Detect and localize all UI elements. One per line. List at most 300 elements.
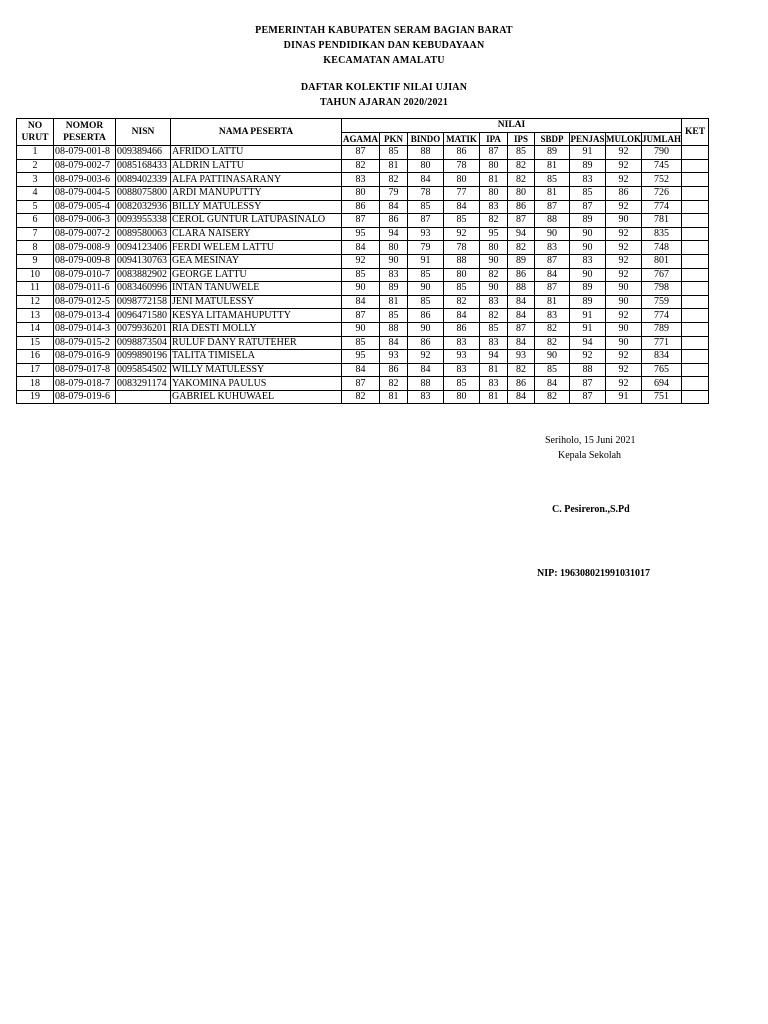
cell-score: 90 <box>570 227 606 241</box>
cell-score: 82 <box>380 173 408 187</box>
cell-score: 90 <box>408 282 444 296</box>
cell-score: 80 <box>480 159 508 173</box>
table-row <box>17 309 709 323</box>
cell-score: 87 <box>408 214 444 228</box>
cell-score: 726 <box>642 186 682 200</box>
cell-score: 84 <box>508 295 535 309</box>
cell-score: 90 <box>342 282 380 296</box>
cell-score: 91 <box>570 309 606 323</box>
cell-score: 89 <box>570 159 606 173</box>
cell-score: 89 <box>380 282 408 296</box>
cell-score: 84 <box>408 363 444 377</box>
cell-score: 774 <box>642 200 682 214</box>
table-row <box>17 159 709 173</box>
cell-score: 85 <box>408 268 444 282</box>
cell-score: 87 <box>480 146 508 160</box>
header-subject: IPA <box>480 132 508 146</box>
table-row <box>17 254 709 268</box>
header-subject: AGAMA <box>343 133 378 144</box>
cell-no: 12 <box>17 295 54 309</box>
table-row <box>17 186 709 200</box>
cell-score: 87 <box>570 200 606 214</box>
cell-score: 90 <box>606 322 642 336</box>
cell-nomor-peserta: 08-079-019-6 <box>54 390 116 404</box>
cell-score: 93 <box>408 227 444 241</box>
cell-score: 90 <box>606 214 642 228</box>
cell-score: 87 <box>342 377 380 391</box>
cell-score: 798 <box>642 282 682 296</box>
cell-nama: TALITA TIMISELA <box>171 350 342 364</box>
cell-ket <box>682 309 709 323</box>
cell-score: 92 <box>570 350 606 364</box>
cell-nama: RIA DESTI MOLLY <box>171 322 342 336</box>
cell-score: 83 <box>570 254 606 268</box>
cell-score: 91 <box>606 390 642 404</box>
cell-nisn: 0093955338 <box>116 214 171 228</box>
cell-score: 83 <box>380 268 408 282</box>
cell-ket <box>682 200 709 214</box>
cell-nama: ALDRIN LATTU <box>171 159 342 173</box>
cell-score: 748 <box>642 241 682 255</box>
cell-nama: CLARA NAISERY <box>171 227 342 241</box>
document-title <box>0 80 768 110</box>
cell-score: 83 <box>480 200 508 214</box>
cell-score: 84 <box>535 377 570 391</box>
cell-score: 87 <box>570 390 606 404</box>
cell-nomor-peserta: 08-079-001-8 <box>54 146 116 160</box>
cell-score: 92 <box>606 146 642 160</box>
cell-nama: FERDI WELEM LATTU <box>171 241 342 255</box>
table-row <box>17 214 709 228</box>
header-no-urut: NO URUT <box>17 119 54 146</box>
cell-ket <box>682 241 709 255</box>
cell-score: 81 <box>535 186 570 200</box>
cell-score: 85 <box>508 146 535 160</box>
cell-score: 771 <box>642 336 682 350</box>
cell-score: 82 <box>535 336 570 350</box>
cell-nisn: 009389466 <box>116 146 171 160</box>
cell-score: 85 <box>480 322 508 336</box>
document-header <box>0 23 768 68</box>
cell-nisn: 0094130763 <box>116 254 171 268</box>
header-nilai: NILAI <box>342 119 682 133</box>
title-line-list: DAFTAR KOLEKTIF NILAI UJIAN <box>300 82 468 93</box>
cell-score: 781 <box>642 214 682 228</box>
cell-nisn: 0096471580 <box>116 309 171 323</box>
header-subject: BINDO <box>408 132 444 146</box>
cell-score: 95 <box>342 350 380 364</box>
cell-nama: YAKOMINA PAULUS <box>171 377 342 391</box>
cell-score: 85 <box>570 186 606 200</box>
cell-score: 78 <box>444 159 480 173</box>
cell-ket <box>682 254 709 268</box>
cell-nomor-peserta: 08-079-008-9 <box>54 241 116 255</box>
cell-score: 79 <box>408 241 444 255</box>
cell-score: 90 <box>570 241 606 255</box>
cell-score: 82 <box>444 295 480 309</box>
cell-score: 89 <box>570 214 606 228</box>
cell-score: 835 <box>642 227 682 241</box>
cell-nama: KESYA LITAMAHUPUTTY <box>171 309 342 323</box>
table-row <box>17 200 709 214</box>
cell-no: 3 <box>17 173 54 187</box>
cell-nisn: 0088075800 <box>116 186 171 200</box>
cell-score: 81 <box>380 390 408 404</box>
cell-score: 83 <box>342 173 380 187</box>
table-row <box>17 268 709 282</box>
cell-score: 83 <box>535 309 570 323</box>
cell-score: 85 <box>408 295 444 309</box>
cell-no: 19 <box>17 390 54 404</box>
cell-ket <box>682 295 709 309</box>
signature-name: C. Pesireron.,S.Pd <box>552 504 630 515</box>
cell-score: 85 <box>380 309 408 323</box>
cell-nomor-peserta: 08-079-007-2 <box>54 227 116 241</box>
score-table <box>16 118 709 404</box>
cell-nomor-peserta: 08-079-011-6 <box>54 282 116 296</box>
cell-nomor-peserta: 08-079-006-3 <box>54 214 116 228</box>
cell-ket <box>682 214 709 228</box>
cell-score: 91 <box>570 322 606 336</box>
cell-score: 92 <box>606 200 642 214</box>
cell-nama: ALFA PATTINASARANY <box>171 173 342 187</box>
cell-score: 80 <box>508 186 535 200</box>
header-subject: SBDP <box>535 132 570 146</box>
cell-score: 81 <box>380 159 408 173</box>
cell-score: 694 <box>642 377 682 391</box>
cell-score: 82 <box>508 159 535 173</box>
cell-score: 92 <box>342 254 380 268</box>
cell-ket <box>682 336 709 350</box>
cell-score: 86 <box>380 363 408 377</box>
cell-score: 92 <box>606 350 642 364</box>
cell-score: 801 <box>642 254 682 268</box>
cell-score: 93 <box>444 350 480 364</box>
cell-nomor-peserta: 08-079-013-4 <box>54 309 116 323</box>
cell-no: 6 <box>17 214 54 228</box>
cell-nama: AFRIDO LATTU <box>171 146 342 160</box>
cell-score: 85 <box>535 363 570 377</box>
table-row <box>17 173 709 187</box>
cell-score: 84 <box>342 363 380 377</box>
cell-score: 80 <box>342 186 380 200</box>
table-row <box>17 227 709 241</box>
cell-score: 87 <box>508 322 535 336</box>
header-subject: MULOK <box>606 133 641 144</box>
cell-score: 83 <box>444 363 480 377</box>
cell-nomor-peserta: 08-079-018-7 <box>54 377 116 391</box>
cell-score: 85 <box>444 214 480 228</box>
cell-score: 83 <box>570 173 606 187</box>
cell-no: 13 <box>17 309 54 323</box>
cell-score: 95 <box>480 227 508 241</box>
cell-score: 92 <box>606 363 642 377</box>
cell-score: 82 <box>342 390 380 404</box>
cell-ket <box>682 390 709 404</box>
cell-score: 85 <box>380 146 408 160</box>
cell-nama: GEA MESINAY <box>171 254 342 268</box>
cell-score: 774 <box>642 309 682 323</box>
cell-score: 84 <box>535 268 570 282</box>
cell-no: 16 <box>17 350 54 364</box>
cell-score: 80 <box>480 241 508 255</box>
cell-score: 92 <box>606 159 642 173</box>
cell-score: 86 <box>508 377 535 391</box>
header-subject: MATIK <box>444 132 480 146</box>
cell-score: 81 <box>535 159 570 173</box>
cell-no: 17 <box>17 363 54 377</box>
cell-ket <box>682 350 709 364</box>
cell-score: 92 <box>606 173 642 187</box>
table-row <box>17 282 709 296</box>
cell-score: 90 <box>380 254 408 268</box>
cell-score: 88 <box>570 363 606 377</box>
cell-score: 88 <box>408 377 444 391</box>
table-row <box>17 322 709 336</box>
cell-score: 87 <box>342 146 380 160</box>
cell-nisn: 0098873504 <box>116 336 171 350</box>
cell-nisn: 0094123406 <box>116 241 171 255</box>
cell-nomor-peserta: 08-079-004-5 <box>54 186 116 200</box>
cell-no: 18 <box>17 377 54 391</box>
cell-score: 82 <box>508 363 535 377</box>
cell-score: 84 <box>342 241 380 255</box>
cell-score: 789 <box>642 322 682 336</box>
cell-nisn: 0083882902 <box>116 268 171 282</box>
cell-ket <box>682 363 709 377</box>
cell-score: 78 <box>408 186 444 200</box>
cell-score: 84 <box>444 200 480 214</box>
cell-nama: ARDI MANUPUTTY <box>171 186 342 200</box>
cell-score: 86 <box>444 146 480 160</box>
cell-nisn: 0098772158 <box>116 295 171 309</box>
cell-score: 85 <box>444 377 480 391</box>
cell-score: 84 <box>342 295 380 309</box>
cell-nomor-peserta: 08-079-003-6 <box>54 173 116 187</box>
header-nisn: NISN <box>116 119 171 146</box>
cell-ket <box>682 186 709 200</box>
cell-ket <box>682 322 709 336</box>
cell-score: 83 <box>480 295 508 309</box>
cell-nomor-peserta: 08-079-017-8 <box>54 363 116 377</box>
cell-no: 15 <box>17 336 54 350</box>
cell-score: 90 <box>606 295 642 309</box>
cell-nomor-peserta: 08-079-010-7 <box>54 268 116 282</box>
table-row <box>17 350 709 364</box>
table-row <box>17 336 709 350</box>
cell-nama: JENI MATULESSY <box>171 295 342 309</box>
header-line-department: DINAS PENDIDIKAN DAN KEBUDAYAAN <box>283 40 485 51</box>
cell-nama: INTAN TANUWELE <box>171 282 342 296</box>
cell-score: 93 <box>508 350 535 364</box>
cell-score: 80 <box>480 186 508 200</box>
cell-score: 86 <box>508 268 535 282</box>
cell-score: 82 <box>508 173 535 187</box>
cell-score: 751 <box>642 390 682 404</box>
table-row <box>17 390 709 404</box>
cell-score: 90 <box>480 254 508 268</box>
table-row <box>17 377 709 391</box>
cell-ket <box>682 159 709 173</box>
cell-nomor-peserta: 08-079-009-8 <box>54 254 116 268</box>
cell-no: 4 <box>17 186 54 200</box>
cell-nomor-peserta: 08-079-014-3 <box>54 322 116 336</box>
table-row <box>17 146 709 160</box>
cell-score: 94 <box>508 227 535 241</box>
cell-score: 88 <box>535 214 570 228</box>
cell-nisn: 0099890196 <box>116 350 171 364</box>
cell-nisn: 0085168433 <box>116 159 171 173</box>
cell-score: 767 <box>642 268 682 282</box>
cell-score: 82 <box>535 390 570 404</box>
cell-score: 88 <box>444 254 480 268</box>
cell-score: 92 <box>606 241 642 255</box>
cell-score: 81 <box>480 363 508 377</box>
cell-score: 89 <box>508 254 535 268</box>
header-subject: PENJAS <box>570 133 605 144</box>
header-line-government: PEMERINTAH KABUPATEN SERAM BAGIAN BARAT <box>255 25 513 36</box>
header-subject: JUMLAH <box>642 133 681 144</box>
cell-score: 78 <box>444 241 480 255</box>
cell-score: 91 <box>408 254 444 268</box>
cell-no: 2 <box>17 159 54 173</box>
cell-score: 87 <box>535 254 570 268</box>
table-row <box>17 363 709 377</box>
cell-no: 11 <box>17 282 54 296</box>
cell-score: 88 <box>408 146 444 160</box>
cell-nama: GEORGE LATTU <box>171 268 342 282</box>
cell-no: 10 <box>17 268 54 282</box>
cell-score: 81 <box>480 390 508 404</box>
cell-score: 86 <box>508 200 535 214</box>
cell-score: 82 <box>380 377 408 391</box>
cell-ket <box>682 146 709 160</box>
cell-score: 84 <box>508 390 535 404</box>
cell-nomor-peserta: 08-079-016-9 <box>54 350 116 364</box>
cell-score: 84 <box>408 173 444 187</box>
cell-score: 85 <box>342 336 380 350</box>
cell-score: 89 <box>570 295 606 309</box>
cell-score: 80 <box>444 268 480 282</box>
header-nama-peserta: NAMA PESERTA <box>171 119 342 146</box>
cell-ket <box>682 173 709 187</box>
cell-score: 92 <box>606 377 642 391</box>
header-nomor-peserta: NOMOR PESERTA <box>54 119 116 146</box>
cell-score: 82 <box>342 159 380 173</box>
cell-score: 94 <box>380 227 408 241</box>
cell-score: 80 <box>444 390 480 404</box>
cell-score: 83 <box>444 336 480 350</box>
cell-nisn: 0083291174 <box>116 377 171 391</box>
cell-score: 84 <box>508 309 535 323</box>
cell-score: 81 <box>535 295 570 309</box>
cell-score: 82 <box>480 309 508 323</box>
cell-score: 90 <box>408 322 444 336</box>
cell-no: 8 <box>17 241 54 255</box>
cell-score: 81 <box>480 173 508 187</box>
cell-score: 86 <box>444 322 480 336</box>
cell-score: 86 <box>380 214 408 228</box>
header-line-district: KECAMATAN AMALATU <box>323 55 445 66</box>
cell-score: 83 <box>480 336 508 350</box>
cell-score: 765 <box>642 363 682 377</box>
cell-ket <box>682 227 709 241</box>
table-row <box>17 295 709 309</box>
cell-score: 86 <box>606 186 642 200</box>
cell-score: 92 <box>408 350 444 364</box>
cell-nisn: 0089580063 <box>116 227 171 241</box>
cell-score: 92 <box>606 227 642 241</box>
cell-score: 86 <box>408 309 444 323</box>
cell-score: 94 <box>480 350 508 364</box>
cell-score: 81 <box>380 295 408 309</box>
cell-nomor-peserta: 08-079-002-7 <box>54 159 116 173</box>
cell-score: 752 <box>642 173 682 187</box>
header-ket: KET <box>682 119 709 146</box>
header-subject: IPS <box>508 132 535 146</box>
cell-score: 80 <box>444 173 480 187</box>
cell-no: 5 <box>17 200 54 214</box>
cell-ket <box>682 377 709 391</box>
title-line-year: TAHUN AJARAN 2020/2021 <box>319 97 449 108</box>
cell-score: 82 <box>480 214 508 228</box>
cell-score: 82 <box>535 322 570 336</box>
signature-place-date: Seriholo, 15 Juni 2021 <box>545 435 636 446</box>
cell-score: 84 <box>380 336 408 350</box>
cell-ket <box>682 282 709 296</box>
cell-no: 1 <box>17 146 54 160</box>
cell-score: 90 <box>342 322 380 336</box>
cell-no: 7 <box>17 227 54 241</box>
cell-score: 86 <box>408 336 444 350</box>
cell-nomor-peserta: 08-079-015-2 <box>54 336 116 350</box>
cell-no: 9 <box>17 254 54 268</box>
cell-score: 83 <box>480 377 508 391</box>
cell-score: 92 <box>444 227 480 241</box>
cell-score: 77 <box>444 186 480 200</box>
cell-ket <box>682 268 709 282</box>
cell-score: 88 <box>380 322 408 336</box>
cell-score: 89 <box>535 146 570 160</box>
signature-role: Kepala Sekolah <box>558 450 622 461</box>
cell-score: 94 <box>570 336 606 350</box>
cell-nama: CEROL GUNTUR LATUPASINALO <box>171 214 342 228</box>
cell-score: 83 <box>535 241 570 255</box>
cell-score: 87 <box>342 214 380 228</box>
cell-score: 80 <box>408 159 444 173</box>
cell-score: 834 <box>642 350 682 364</box>
cell-score: 80 <box>380 241 408 255</box>
header-subject: PKN <box>380 132 408 146</box>
cell-score: 83 <box>408 390 444 404</box>
cell-score: 84 <box>444 309 480 323</box>
cell-score: 88 <box>508 282 535 296</box>
cell-score: 90 <box>606 336 642 350</box>
cell-score: 85 <box>444 282 480 296</box>
cell-score: 85 <box>408 200 444 214</box>
cell-score: 92 <box>606 268 642 282</box>
cell-score: 85 <box>342 268 380 282</box>
cell-nisn: 0082032936 <box>116 200 171 214</box>
cell-nisn <box>116 390 171 404</box>
cell-nisn: 0083460996 <box>116 282 171 296</box>
cell-score: 90 <box>535 227 570 241</box>
cell-score: 84 <box>508 336 535 350</box>
cell-score: 82 <box>480 268 508 282</box>
cell-score: 91 <box>570 146 606 160</box>
cell-nisn: 0089402339 <box>116 173 171 187</box>
cell-score: 84 <box>380 200 408 214</box>
